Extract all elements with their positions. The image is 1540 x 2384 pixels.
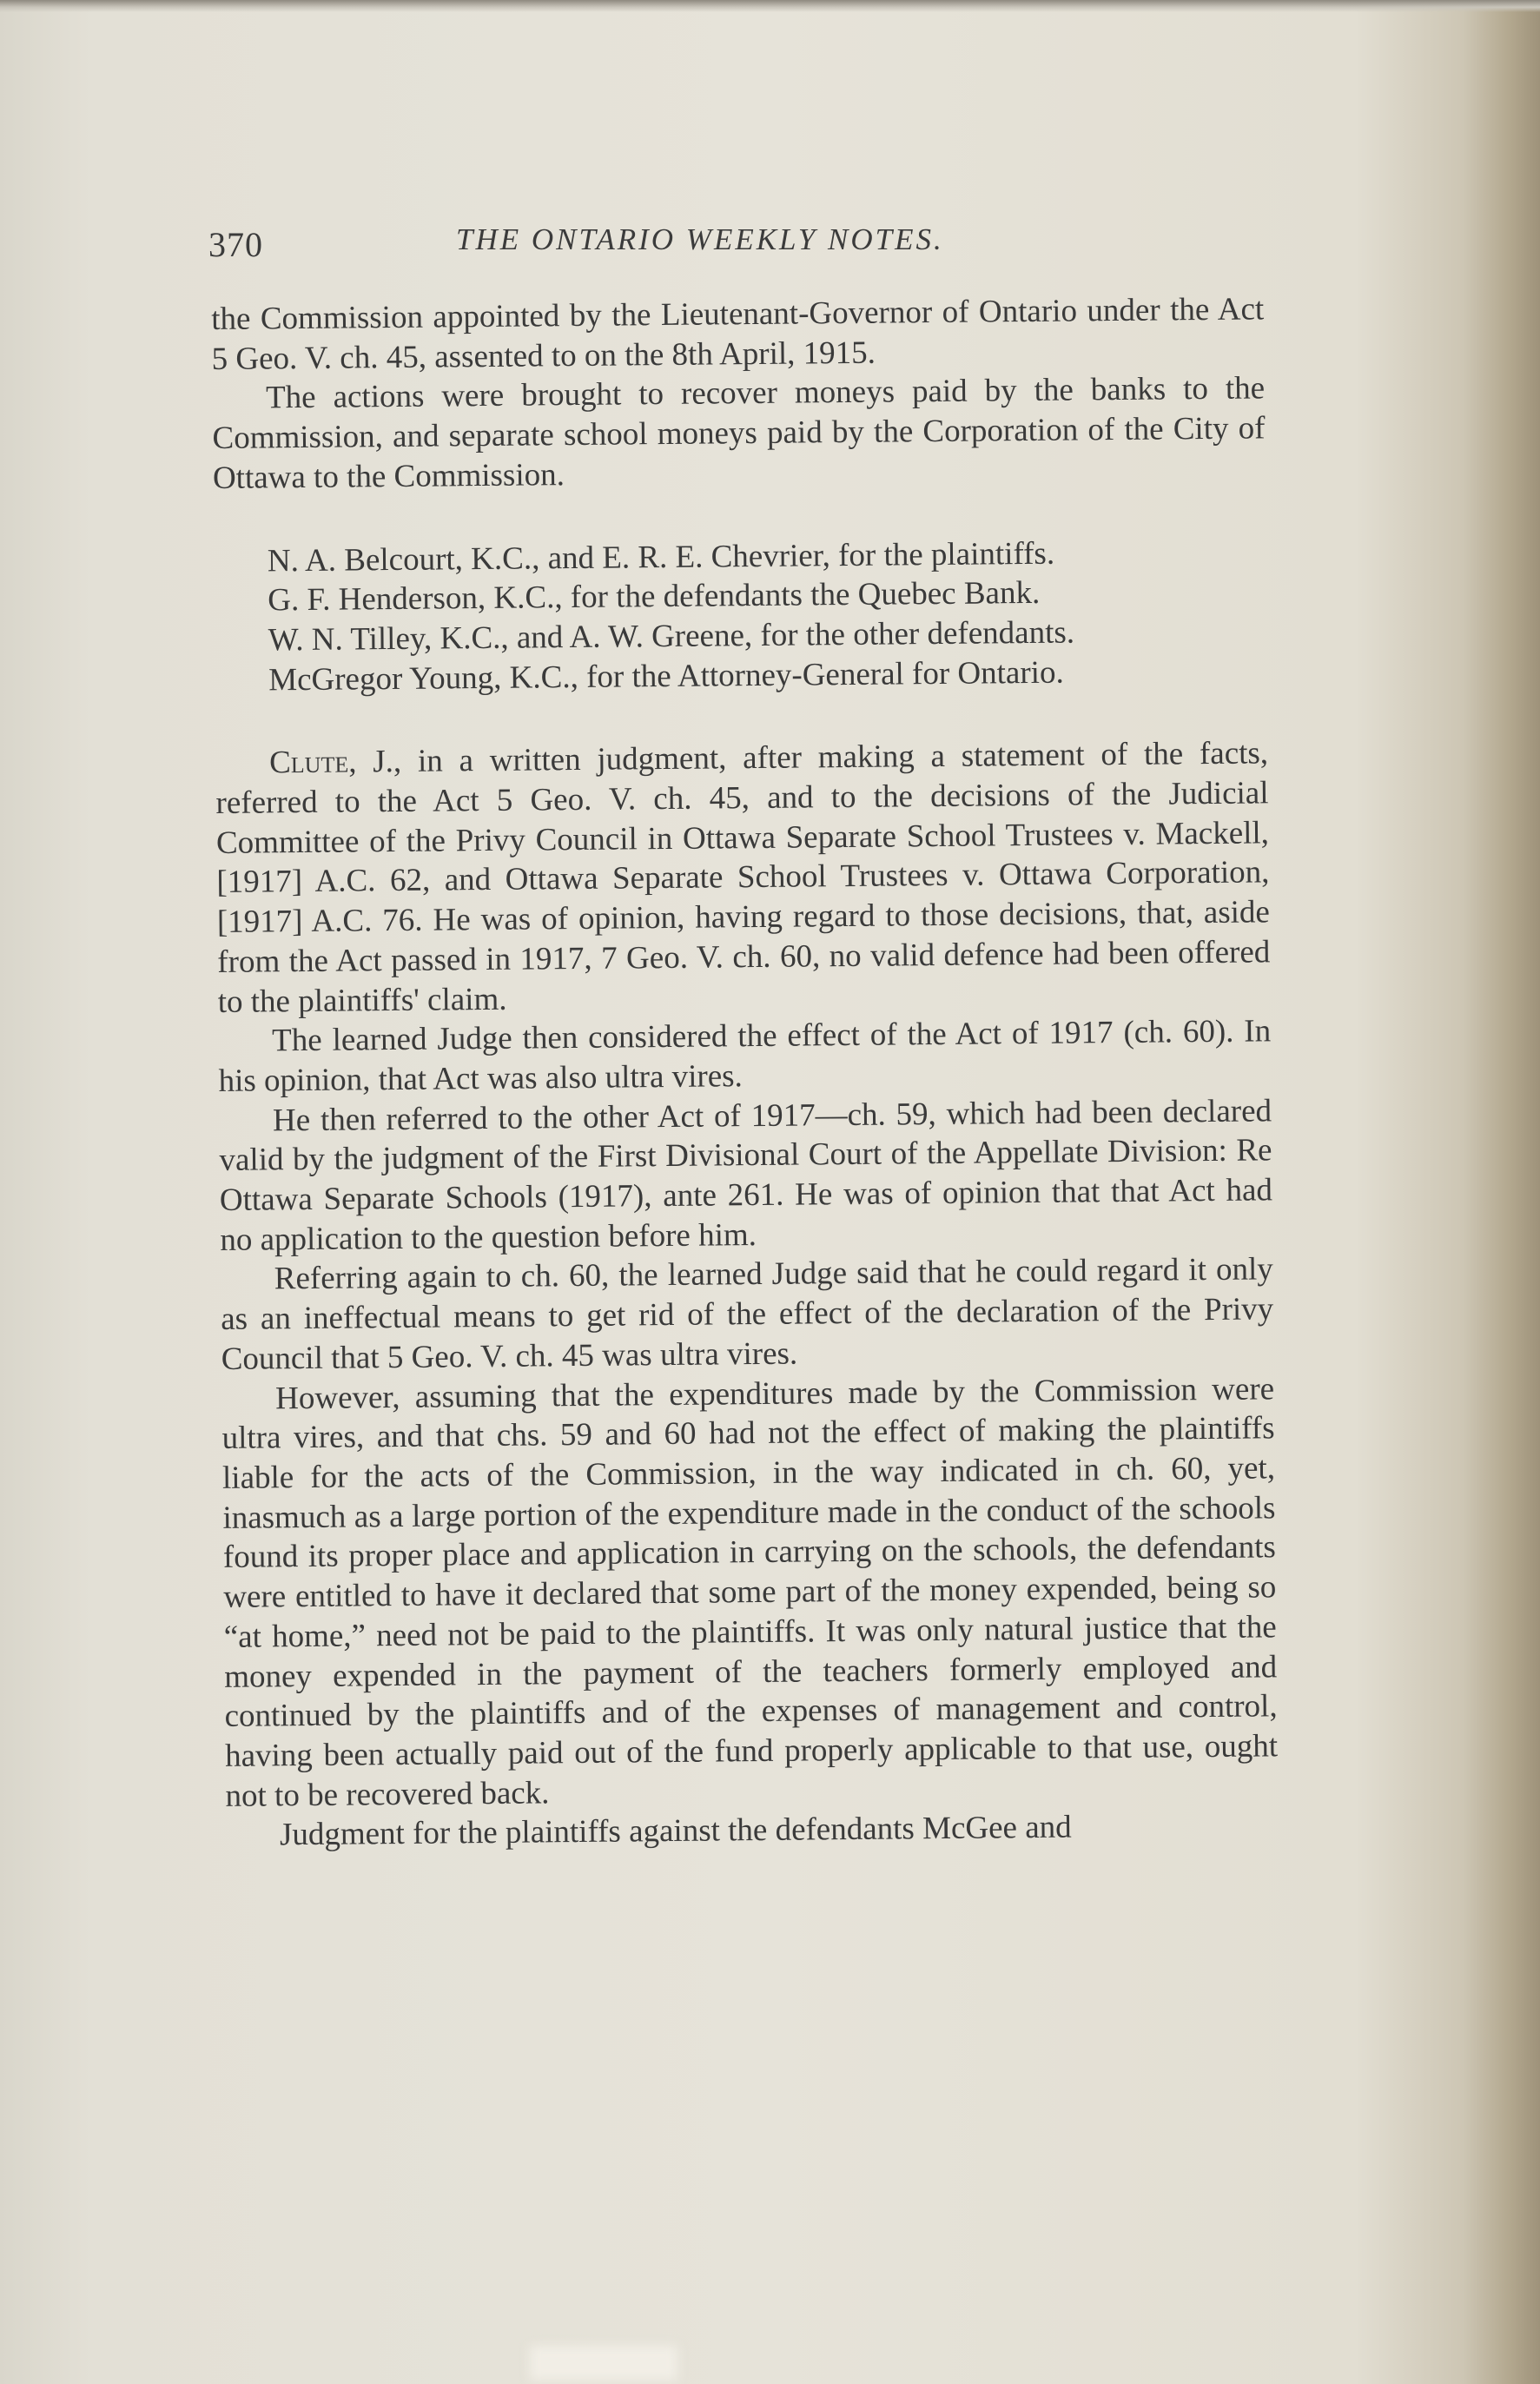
page-body — [211, 289, 1279, 1856]
counsel-line: W. N. Tilley, K.C., and A. W. Greene, for the other defendants. — [268, 614, 1075, 659]
paper-scuff — [530, 2346, 677, 2381]
judgment-paragraph: The learned Judge then considered the effect of the Act of 1917 (ch. 60). In his opinion, that Act was also ultra vires. — [218, 1013, 1272, 1099]
paragraph-continued: the Commission appointed by the Lieutenant-Governor of Ontario under the Act 5 Geo. V. ch. 45, assented to on the 8th April, 1915. — [211, 291, 1265, 377]
judgment-opening-text: , J., in a written judgment, after making a statement of the facts, referred to the Act 5 Geo. V. ch. 45, and to the decisions of the Judicial Committee of the Privy Council in Ottawa Separate School Trustees v. Mackell, [1917] A.C. 62, and Ottawa Separate School Trustees v. Ottawa Corporation, [1917] A.C. 76. He was of opinion, having regard to those decisions, that, aside from the Act passed in 1917, 7 Geo. V. ch. 60, no valid defence had been offered to the plaintiffs' claim. — [215, 735, 1271, 1020]
judgment-paragraph: He then referred to the other Act of 1917—ch. 59, which had been declared valid by the judgment of the First Divisional Court of the Appellate Division: Re Ottawa Separate Schools (1917), ante 261. He was of opinion that that Act had no application to the question before him. — [219, 1092, 1273, 1258]
judgment-paragraph: Judgment for the plaintiffs against the defendants McGee and — [279, 1809, 1072, 1853]
counsel-list — [268, 532, 1268, 700]
paragraph-actions: The actions were brought to recover moneys paid by the banks to the Commission, and separate school moneys paid by the Corporation of the City of Ottawa to the Commission. — [212, 370, 1266, 496]
counsel-line: G. F. Henderson, K.C., for the defendants the Quebec Bank. — [268, 575, 1041, 619]
judgment-paragraph: However, assuming that the expenditures made by the Commission were ultra vires, and that chs. 59 and 60 had not the effect of making the plaintiffs liable for the acts of the Commission, in the way indicated in ch. 60, yet, inasmuch as a large portion of the expenditure made in the conduct of the schools found its proper place and application in carrying on the schools, the defendants were entitled to have it declared that some part of the money expended, being so “at home,” need not be paid to the plaintiffs. It was only natural justice that the money expended in the payment of the teachers formerly employed and continued by the plaintiffs and of the expenses of management and control, having been actually paid out of the fund properly applicable to that use, ought not to be recovered back. — [221, 1370, 1279, 1814]
judge-name: Clute — [268, 744, 349, 781]
running-head: THE ONTARIO WEEKLY NOTES. — [456, 222, 944, 256]
judgment-opening — [215, 734, 1271, 1023]
top-edge-shadow — [0, 0, 1540, 12]
counsel-line: McGregor Young, K.C., for the Attorney-General for Ontario. — [268, 654, 1064, 699]
page-header — [208, 224, 1251, 276]
page-number: 370 — [208, 225, 263, 264]
counsel-line: N. A. Belcourt, K.C., and E. R. E. Chevrier, for the plaintiffs. — [267, 535, 1055, 579]
judgment-paragraph: Referring again to ch. 60, the learned Judge said that he could regard it only as an ineffectual means to get rid of the effect of the declaration of the Privy Council that 5 Geo. V. ch. 45 was ultra vires. — [221, 1251, 1274, 1377]
